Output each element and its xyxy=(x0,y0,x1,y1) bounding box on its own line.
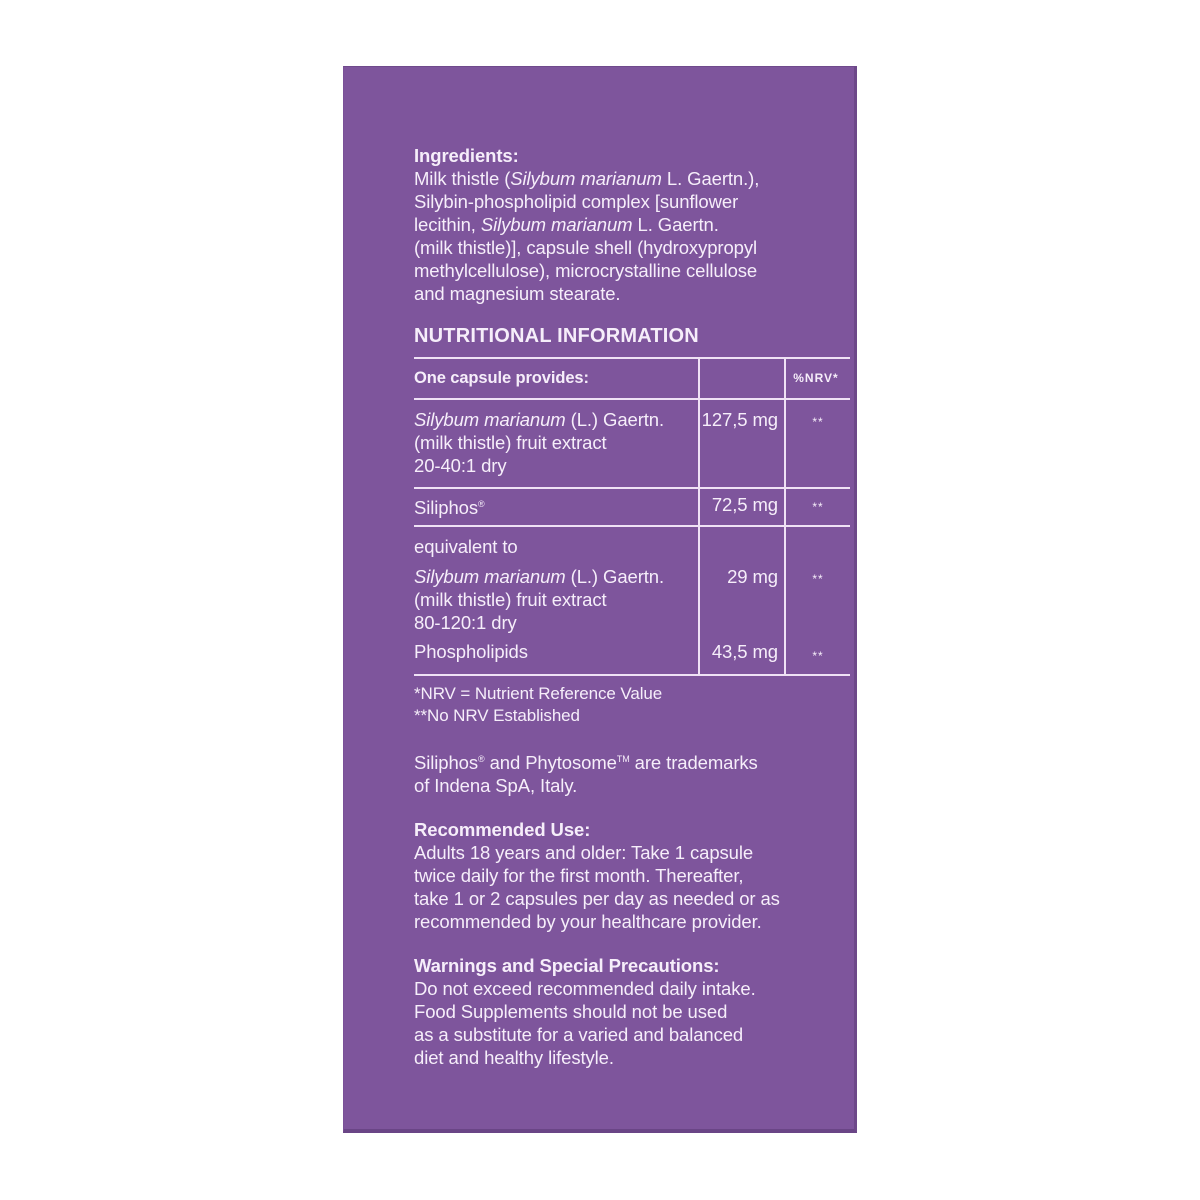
recommended-use-line: take 1 or 2 capsules per day as needed or as xyxy=(414,888,780,909)
recommended-use-line: recommended by your healthcare provider. xyxy=(414,911,762,932)
header-amount xyxy=(699,358,785,399)
ingredients-section xyxy=(414,144,854,305)
row-amount: 43,5 mg xyxy=(699,640,785,675)
row-name xyxy=(414,488,699,526)
recommended-use-heading: Recommended Use: xyxy=(414,819,591,840)
trademark-mark: TM xyxy=(616,754,630,764)
text: Siliphos xyxy=(414,497,478,518)
row-nrv: ** xyxy=(785,488,850,526)
warnings-line: Food Supplements should not be used xyxy=(414,1001,728,1022)
text: (milk thistle) fruit extract xyxy=(414,432,607,453)
text: (L.) Gaertn. xyxy=(565,566,665,587)
text: Milk thistle ( xyxy=(414,168,511,189)
text: 80-120:1 dry xyxy=(414,612,517,633)
ingredients-heading: Ingredients: xyxy=(414,145,519,166)
text: L. Gaertn. xyxy=(632,214,719,235)
text: lecithin, xyxy=(414,214,481,235)
row-amount: 29 mg xyxy=(699,565,785,640)
table-row xyxy=(414,488,850,526)
header-nrv: %NRV* xyxy=(785,358,850,399)
latin-name: Silybum marianum xyxy=(510,168,662,189)
warnings-line: Do not exceed recommended daily intake. xyxy=(414,978,756,999)
row-nrv-empty xyxy=(785,526,850,565)
table-header-row xyxy=(414,358,850,399)
nutrition-table xyxy=(414,357,850,676)
recommended-use-line: Adults 18 years and older: Take 1 capsule xyxy=(414,842,754,863)
recommended-use-section xyxy=(414,818,854,933)
warnings-heading: Warnings and Special Precautions: xyxy=(414,955,720,976)
row-nrv: ** xyxy=(785,399,850,488)
text: 20-40:1 dry xyxy=(414,455,507,476)
ingredients-line xyxy=(414,236,854,259)
row-amount-empty xyxy=(699,526,785,565)
table-row-group-label xyxy=(414,526,850,565)
recommended-use-line: twice daily for the first month. Thereafter, xyxy=(414,865,744,886)
footnote: *NRV = Nutrient Reference Value xyxy=(414,684,663,703)
text: (L.) Gaertn. xyxy=(565,409,665,430)
latin-name: Silybum marianum xyxy=(414,566,566,587)
label-content xyxy=(414,144,854,1069)
ingredients-line xyxy=(414,190,854,213)
text: Siliphos xyxy=(414,752,478,773)
text: L. Gaertn.), xyxy=(661,168,760,189)
ingredients-line xyxy=(414,259,854,282)
nrv-footnotes xyxy=(414,683,854,727)
registered-mark: ® xyxy=(478,499,485,509)
latin-name: Silybum marianum xyxy=(480,214,633,235)
registered-mark: ® xyxy=(478,754,485,764)
row-nrv: ** xyxy=(812,572,824,586)
trademark-notice xyxy=(414,748,854,797)
row-name: Phospholipids xyxy=(414,640,699,675)
table-row xyxy=(414,399,850,488)
text: are trademarks xyxy=(629,752,758,773)
latin-name: Silybum marianum xyxy=(414,409,566,430)
nutrition-title: NUTRITIONAL INFORMATION xyxy=(414,325,699,347)
footnote: **No NRV Established xyxy=(414,706,580,725)
text: (milk thistle)], capsule shell (hydroxypropyl xyxy=(414,237,758,258)
row-name xyxy=(414,565,699,640)
warnings-line: as a substitute for a varied and balanced xyxy=(414,1024,744,1045)
text: methylcellulose), microcrystalline cellulose xyxy=(414,260,758,281)
ingredients-line xyxy=(414,213,854,236)
trademark-line xyxy=(414,748,854,774)
header-provides: One capsule provides: xyxy=(414,358,699,399)
text: (milk thistle) fruit extract xyxy=(414,589,607,610)
text: and Phytosome xyxy=(484,752,617,773)
table-row xyxy=(414,640,850,675)
text: Silybin-phospholipid complex [sunflower xyxy=(414,191,739,212)
row-nrv: ** xyxy=(785,640,850,675)
warnings-section xyxy=(414,954,854,1069)
row-label: equivalent to xyxy=(414,526,699,565)
row-name xyxy=(414,399,699,488)
ingredients-line xyxy=(414,167,854,190)
row-amount: 127,5 mg xyxy=(699,399,785,488)
ingredients-line xyxy=(414,282,854,305)
trademark-line: of Indena SpA, Italy. xyxy=(414,775,578,796)
warnings-line: diet and healthy lifestyle. xyxy=(414,1047,614,1068)
text: and magnesium stearate. xyxy=(414,283,621,304)
table-row xyxy=(414,565,850,640)
row-amount: 72,5 mg xyxy=(699,488,785,526)
